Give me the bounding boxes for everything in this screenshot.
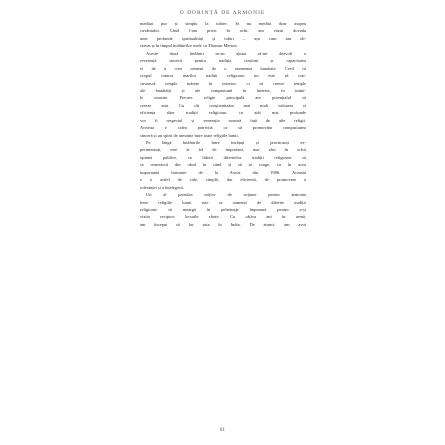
text-line: ale bunătății și ale compasiunii în interior, în inimi- (140, 87, 306, 93)
page-number: 81 (220, 428, 225, 433)
running-head: O DORINȚĂ DE ARMONIE (179, 10, 266, 16)
text-line: între religiile lumii este ca oamenii de diferite tradiții (140, 199, 306, 205)
text-line: Un al patrulea mijloc de acțiune pentru armonia (146, 192, 306, 198)
text-line: meditat pur și simplu la iubire. Și nu medita doar asupra (140, 21, 306, 26)
text-line: vizita reciproc locurile sfinte. Cu câțiva ani în urmă, (140, 214, 306, 220)
text-line: se reunească din când în când și să se roage, ca în acea (140, 162, 306, 168)
text-line: Pe lângă întâlnirile între învățați și practicanți ex- (146, 140, 306, 145)
text-line: perimentați, este la fel de important, mai ales în ochii (140, 147, 306, 153)
text-line: servat și în timpul întâlnirilor mele cu Thomas Merton. (140, 43, 238, 49)
text-line: vor fi respectul și venerația noastră față de alte religii. (140, 117, 306, 123)
text-line: struiască temple mărețe în exterior, ci să creeze temple (140, 80, 306, 86)
text-line: le noastre. Fiecare religie principală are potențialul să (140, 95, 306, 101)
text-line: opiniei publice, ca liderii diferitelor tradiții religioase să (140, 154, 306, 160)
text-line: am început să fac asta în India. De atunci, am avut (140, 221, 306, 227)
text-line: Aceasta e calea potrivită ca să promovăm compasiunea (140, 125, 306, 131)
text-line: cuvântului. Când l-am privit în ochi, am văzut dovada (140, 28, 306, 34)
text-line: creeze asta. Cu cât conștientizăm mai mult valoarea și (140, 102, 306, 108)
text-line: scopul tuturor marilor tradiții religioase nu este să con- (140, 73, 306, 79)
text-line: eficiența altor tradiții religioase, cu atât mai profunde (140, 110, 306, 116)
body-text (140, 20, 306, 228)
text-line: sinceră și un spirit de armonie între toate religiile lumii. (140, 132, 239, 138)
text-line: reverență sinceră pentru tradiția creștină și capacitatea (140, 58, 306, 64)
text-line: religioase să meargă în pelerinaje împreună pentru a-și (140, 206, 306, 212)
text-line: importantă întrunire de la Assisi din 1986. Această (140, 169, 306, 175)
text-line: ei de a crea oameni de o asemenea bunătate. Cred că (140, 65, 306, 71)
text-line: e o astfel de cale, simplă, dar eficientă, de promovare a (140, 177, 306, 183)
text-line: toleranței și a înțelegerii. (140, 184, 185, 190)
text-line: Aceste două întâlniri m-au ajutat să-mi dezvolt o (146, 50, 306, 56)
text-line: unei profunde spiritualități și iubiri – așa cum am ob- (140, 35, 306, 41)
